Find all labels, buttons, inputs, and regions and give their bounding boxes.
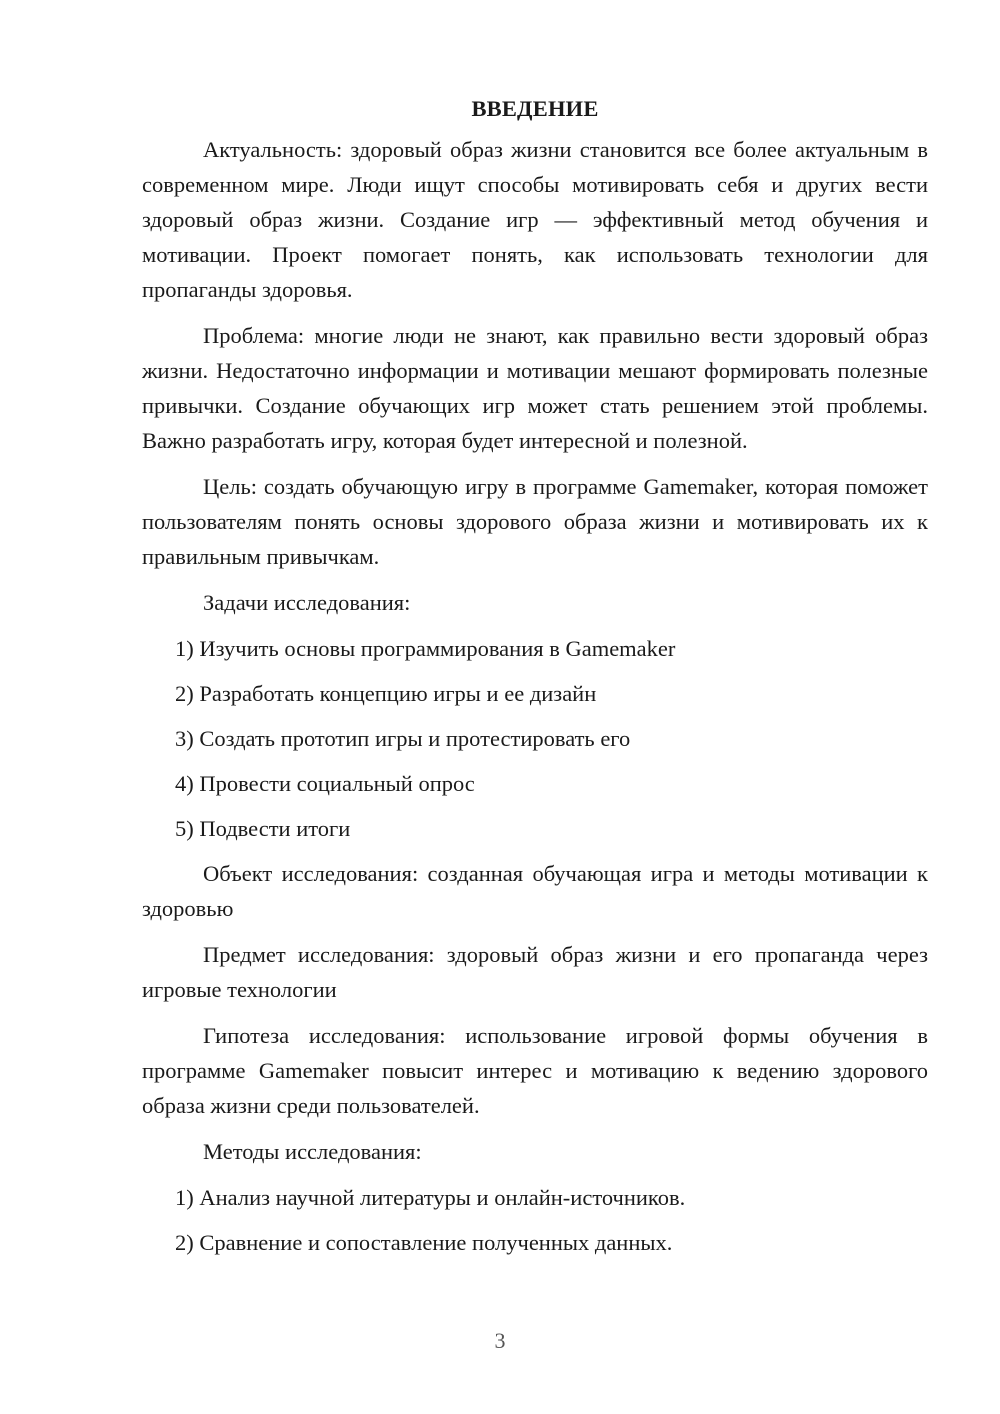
methods-list [142,1180,928,1260]
tasks-list [142,631,928,846]
list-item: 5) Подвести итоги [175,816,351,841]
list-item: 1) Анализ научной литературы и онлайн-источников. [175,1185,686,1210]
page-title: ВВЕДЕНИЕ [471,96,599,121]
methods-heading: Методы исследования: [203,1139,422,1164]
goal-paragraph: Цель: создать обучающую игру в программе Gamemaker, которая поможет пользователям понять основы здорового образа жизни и мотивировать их к правильным привычкам. [142,474,928,569]
list-item: 1) Изучить основы программирования в Gamemaker [175,636,676,661]
document-page [142,92,928,1270]
relevance-paragraph: Актуальность: здоровый образ жизни становится все более актуальным в современном мире. Люди ищут способы мотивировать себя и других вести здоровый образ жизни. Создание игр — эффективный метод обучения и мотивации. Проект помогает понять, как использовать технологии для пропаганды здоровья. [142,137,928,302]
hypothesis-paragraph: Гипотеза исследования: использование игровой формы обучения в программе Gamemaker повысит интерес и мотивацию к ведению здорового образа жизни среди пользователей. [142,1023,928,1118]
problem-paragraph: Проблема: многие люди не знают, как правильно вести здоровый образ жизни. Недостаточно информации и мотивации мешают формировать полезные привычки. Создание обучающих игр может стать решением этой проблемы. Важно разработать игру, которая будет интересной и полезной. [142,323,928,453]
tasks-heading: Задачи исследования: [203,590,411,615]
page-number: 3 [494,1328,506,1353]
object-paragraph: Объект исследования: созданная обучающая игра и методы мотивации к здоровью [142,861,928,921]
subject-paragraph: Предмет исследования: здоровый образ жизни и его пропаганда через игровые технологии [142,942,928,1002]
list-item: 3) Создать прототип игры и протестировать его [175,726,631,751]
list-item: 2) Сравнение и сопоставление полученных данных. [175,1230,673,1255]
list-item: 2) Разработать концепцию игры и ее дизайн [175,681,597,706]
list-item: 4) Провести социальный опрос [175,771,475,796]
